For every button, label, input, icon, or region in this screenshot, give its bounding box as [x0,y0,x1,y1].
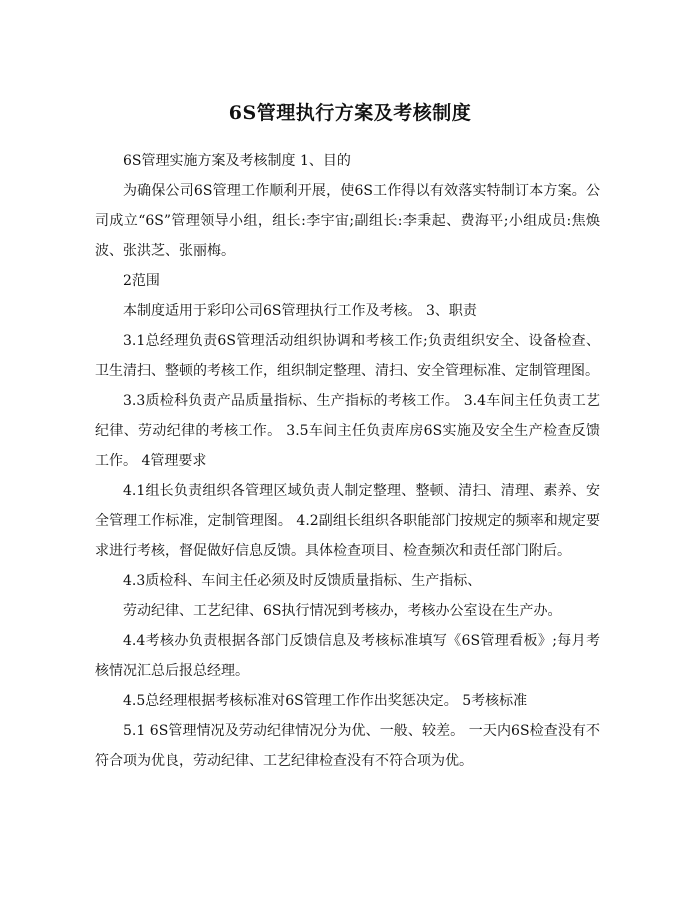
document-title: 6S管理执行方案及考核制度 [228,102,472,124]
paragraph-2: 为确保公司6S管理工作顺利开展，使6S工作得以有效落实特制订本方案。公司成立“6S”管理领导小组，组长:李宇宙;副组长:李秉起、费海平;小组成员:焦焕波、张洪芝、张丽梅。 [95,183,600,259]
paragraph-7: 4.1组长负责组织各管理区域负责人制定整理、整顿、清扫、清理、素养、安全管理工作标准，定制管理图。 4.2副组长组织各职能部门按规定的频率和规定要求进行考核，督促做好信息反馈。具体检查项目、检查频次和责任部门附后。 [95,483,600,559]
paragraph-4: 本制度适用于彩印公司6S管理执行工作及考核。 3、职责 [123,303,477,319]
paragraph-6: 3.3质检科负责产品质量指标、生产指标的考核工作。 3.4车间主任负责工艺纪律、劳动纪律的考核工作。 3.5车间主任负责库房6S实施及安全生产检查反馈工作。 4管理要求 [95,393,600,469]
paragraph-11: 4.5总经理根据考核标准对6S管理工作作出奖惩决定。 5考核标准 [123,693,528,709]
paragraph-3: 2范围 [123,273,160,289]
paragraph-8: 4.3质检科、车间主任必须及时反馈质量指标、生产指标、 [123,573,482,589]
paragraph-10: 4.4考核办负责根据各部门反馈信息及考核标准填写《6S管理看板》;每月考核情况汇总后报总经理。 [95,633,600,679]
paragraph-1: 6S管理实施方案及考核制度 1、目的 [123,153,351,169]
paragraph-5: 3.1总经理负责6S管理活动组织协调和考核工作;负责组织安全、设备检查、卫生清扫、整顿的考核工作，组织制定整理、清扫、安全管理标准、定制管理图。 [95,333,600,379]
paragraph-9: 劳动纪律、工艺纪律、6S执行情况到考核办，考核办公室设在生产办。 [123,603,562,619]
paragraph-12: 5.1 6S管理情况及劳动纪律情况分为优、一般、较差。 一天内6S检查没有不符合项为优良，劳动纪律、工艺纪律检查没有不符合项为优。 [95,723,600,769]
document-body [95,146,600,776]
